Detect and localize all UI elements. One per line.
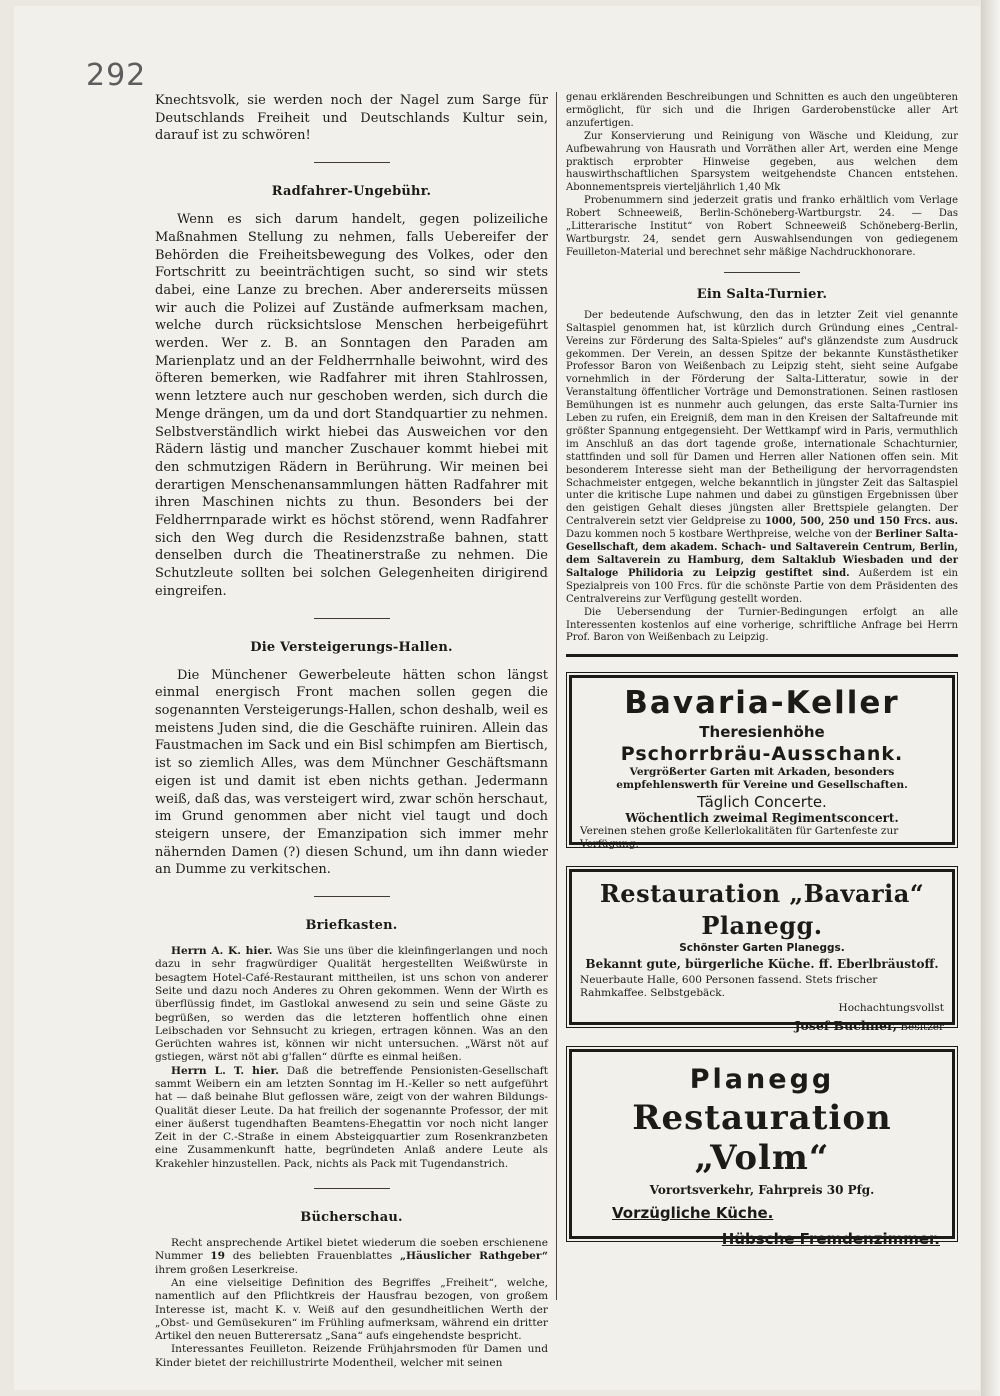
review-text: des beliebten Frauenblattes [232,1250,393,1263]
ad-kitchen: Bekannt gute, bürgerliche Küche. ff. Eberlbräustoff. [585,957,939,972]
ad-owner [580,1019,944,1034]
ad-brewery: Pschorrbräu-Ausschank. [620,743,904,766]
letter-addressee-2: Herrn L. T. hier. [171,1064,279,1077]
review-paragraph-3: Interessantes Feuilleton. Reizende Frühjahrsmoden für Damen und Kinder bietet der reichillustrirte Modentheil, welcher mit seinen [155,1343,548,1369]
intro-text: Knechtsvolk, sie werden noch der Nagel zum Sarge für Deutschlands Freiheit und Deutschlands Kultur sein, darauf ist zu schwören! [155,93,548,144]
salta-donors: Berliner Salta-Gesellschaft, dem akadem. Schach- und Saltaverein Centrum, Berlin, dem Saltaverein zu Hamburg, dem Saltaklub Wiesbaden und der Saltaloge Philidoria zu Leipzig gestiftet sind. [566,529,959,579]
salta-text: Außerdem ist ein Spezialpreis von 100 Frcs. für die schönste Partie von dem Präsidenten des Centralvereins zur Verfügung gestellt worden. [566,567,958,605]
ad-text: Neuerbaute Halle, 600 Personen fassend. Stets frischer Rahmkaffee. Selbstgebäck. [580,974,878,1000]
owner-name: Josef Buchner, [794,1018,897,1034]
letter-text-2: Daß die betreffende Pensionisten-Gesellschaft sammt Weibern ein am letzten Sonntag im H.-Keller so nett aufgeführt hat — daß beinahe Blut geflossen wäre, zeigt von der wahren Bildungs-Qualität dieser Leute. Da hat freilich der sogenannte Professor, der mit einer äußerst tugendhaften Beamtens-Ehegattin vor noch nicht langer Zeit in der C.-Straße in einem Absteigquartier zum Rosenkranzbeten eine Zusammenkunft hatte, begründeten Anlaß andere Leute als Krakehler hinzustellen. Pack, nichts als Pack mit Tugendanstrich. [155,1064,548,1170]
salta-paragraph-1 [566,310,958,607]
review-text: ihrem großen Leserkreise. [155,1263,299,1276]
ad-restauration-volm [569,1049,955,1249]
section-title-buecherschau: Bücherschau. [300,1210,403,1226]
ad-traffic: Vorortsverkehr, Fahrpreis 30 Pfg. [649,1183,875,1198]
ad-title: Restauration „Bavaria“ Planegg. [599,879,925,941]
ad-text: Vergrößerter Garten mit Arkaden, besonders empfehlenswerth für Vereine und Gesellschaften. [616,766,908,792]
ad-town: Planegg [689,1064,835,1096]
column-divider [556,92,557,1300]
thick-rule [566,654,958,657]
ad-bavaria-keller [569,675,955,851]
review-text: Recht ansprechende Artikel bietet wiederum die soeben erschienene Nummer [155,1237,548,1263]
letter-reply-2 [155,1065,548,1171]
letter-addressee-1: Herrn A. K. hier. [171,945,273,958]
separator [314,618,390,619]
article-title-radfahrer: Radfahrer-Ungebühr. [271,184,432,200]
review-continued-2: Zur Konservierung und Reinigung von Wäsche und Kleidung, zur Aufbewahrung von Hausrath und Vorräthen aller Art, werden eine Menge praktisch erprobter Hinweise gegeben, aus welchen dem hauswirthschaftlichen Sparsystem weitgehendste Chancen entstehen. Abonnementspreis vierteljährlich 1,40 Mk [566,130,958,194]
salta-text: Dazu kommen noch 5 kostbare Werthpreise, welche von der [566,529,872,541]
review-continued-1: genau erklärenden Beschreibungen und Schnitten es auch den ungeübteren ermöglicht, für sich und die Ihrigen Garderobenstücke aller Art anzufertigen. [566,92,958,129]
separator [724,272,800,273]
ad-title: Restauration „Volm“ [632,1098,892,1179]
separator [314,896,390,897]
review-continued-3: Probenummern sind jederzeit gratis und franko erhältlich vom Verlage Robert Schneeweiß, Berlin-Schöneberg-Wartburgstr. 24. — Das „Litterarische Institut“ von Robert Schneeweiß Schöneberg-Berlin, Wartburgstr. 24, sendet gern Auswahlsendungen von gediegenem Feuilleton-Material und berechnet sehr mäßige Nachdruckhonorare. [566,195,958,258]
right-column [566,92,959,1249]
ad-concerts: Täglich Concerte. [697,793,827,812]
ad-text: Vereinen stehen große Kellerlokalitäten für Gartenfeste zur Verfügung. [580,825,899,851]
ad-title: Bavaria-Keller [624,685,900,722]
letter-reply-1 [155,945,548,1065]
article-title-salta: Ein Salta-Turnier. [696,286,828,302]
article-text-radfahrer: Wenn es sich darum handelt, gegen polizeiliche Maßnahmen Stellung zu nehmen, falls Uebereifer der Behörden die Freiheitsbewegung des Volkes, oder den Fortschritt zu beeinträchtigen sucht, so sind wir stets dabei, eine Lanze zu brechen. Aber andererseits müssen wir auch die Polizei auf Zustände aufmerksam machen, welche durch rücksichtslose Menschen herbeigeführt werden. Wer z. B. an Sonntagen den Paraden am Marienplatz und an der Feldherrnhalle beiwohnt, wird des öfteren bemerken, wie Radfahrer mit ihren Stahlrossen, wenn letztere auch nur geschoben werden, sich durch die Menge drängen, um da und dort Standquartier zu nehmen. Selbstverständlich wirkt hiebei das Ausweichen vor den Rädern lästig und mancher Zuschauer kommt hiebei mit den schmutzigen Rädern in Berührung. Wir meinen bei derartigen Menschenansammlungen hätten Radfahrer mit ihren Maschinen nichts zu thun. Besonders bei der Feldherrnparade wirkt es höchst störend, wenn Radfahrer sich den Weg durch die Residenzstraße bahnen, statt denselben durch die Theatinerstraße zu nehmen. Die Schutzleute sollten bei solchen Gelegenheiten dirigirend eingreifen. [155,212,548,599]
ad-rooms: Hübsche Fremdenzimmer. [721,1230,940,1249]
letter-text-1: Was Sie uns über die kleinfingerlangen und noch dazu in sehr fragwürdiger Qualität hergestellten Weißwürste in besagtem Hotel-Café-Restaurant mittheilen, ist uns schon von anderer Seite und dazu noch Anderes zu Ohren gekommen. Wenn der Wirth es überflüssig findet, im Gastlokal anwesend zu sein und seine Gäste zu begrüßen, so werden das die letzteren hoffentlich ohne einen Leibschaden vor Sehnsucht zu kriegen, ertragen können. Was an den Gerüchten wahres ist, können wir nicht untersuchen. „Wärst nöt auf gstiegen, wärst nöt abi g'fallen“ dürfte es einmal heißen. [155,945,548,1064]
ad-restauration-bavaria [569,869,955,1034]
separator [314,1188,390,1189]
ad-subtitle: Theresienhöhe [699,723,825,742]
separator [314,162,390,163]
review-paragraph-2: An eine vielseitige Definition des Begriffes „Freiheit“, welche, namentlich auf den Pflichtkreis der Hausfrau bezogen, von großem Interesse ist, macht K. v. Weiß auf den gesundheitlichen Werth der „Obst- und Gemüsekuren“ im Frühling aufmerksam, während ein dritter Artikel den neuen Butterersatz „Sana“ aufs eingehendste bespricht. [155,1276,548,1343]
magazine-name: „Häuslicher Rathgeber“ [399,1250,548,1263]
page-number: 292 [86,58,147,93]
salta-paragraph-2: Die Uebersendung der Turnier-Bedingungen erfolgt an alle Interessenten kostenlos auf eine vorherige, schriftliche Anfrage bei Herrn Prof. Baron von Weißenbach zu Leipzig. [566,606,958,644]
article-text-versteigerung: Die Münchener Gewerbeleute hätten schon längst einmal energisch Front machen sollen gegen die sogenannten Versteigerungs-Hallen, schon deshalb, weil es meistens Juden sind, die die Geschäfte ruiniren. Allein das Faustmachen im Sack und ein Bisl schimpfen am Biertisch, ist so ziemlich Alles, was dem Münchner Geschäftsmann eigen ist und damit ist eben nichts gethan. Jedermann weiß, daß das, was versteigert wird, zwar schön herschaut, im Grund genommen aber nicht viel taugt und doch steigern unsere, der Emanzipation sich immer mehr nähernden Damen (?) diesen Schund, um ihn dann wieder an Dumme zu verkitschen. [155,667,548,878]
ad-regiment: Wöchentlich zweimal Regimentsconcert. [625,811,899,826]
salta-prizes: 1000, 500, 250 und 150 Frcs. aus. [764,516,958,528]
ad-greeting: Hochachtungsvollst [838,1002,944,1015]
issue-number: 19 [210,1250,225,1263]
review-paragraph-1 [155,1237,548,1277]
section-title-briefkasten: Briefkasten. [305,918,398,934]
left-column [155,92,548,1370]
salta-text: Der bedeutende Aufschwung, den das in letzter Zeit viel genannte Saltaspiel genommen hat, ist kürzlich durch Gründung eines „Central-Vereins zur Förderung des Salta-Spieles“ auf's glänzendste zum Ausdruck gekommen. Der Verein, an dessen Spitze der bekannte Kunstästhetiker Professor Baron von Weißenbach zu Leipzig steht, sieht seine Aufgabe vornehmlich in der Förderung der Salta-Litteratur, sowie in der Veranstaltung öffentlicher Vorträge und Demonstrationen. Seinen rastlosen Bemühungen ist es nunmehr auch gelungen, das erste Salta-Turnier ins Leben zu rufen, ein Ereigniß, dem man in den Kreisen der Saltafreunde mit größter Spannung entgegensieht. Der Wettkampf wird in Paris, vermuthlich im Anschluß an das dort tagende große, internationale Schachturnier, stattfinden und soll für Damen und Herren aller Nationen offen sein. Mit besonderem Interesse sieht man der Betheiligung der hervorragendsten Schachmeister entgegen, welche bekanntlich in jüngster Zeit das Saltaspiel unter die kritische Lupe nahmen und dabei zu günstigen Ergebnissen über den geistigen Gehalt dieses jüngsten aller Brettspiele gelangten. Der Centralverein setzt vier Geldpreise zu [566,309,958,528]
article-title-versteigerung: Die Versteigerungs-Hallen. [250,639,453,655]
ad-garden: Schönster Garten Planeggs. [679,942,845,955]
owner-title: Besitzer [900,1021,944,1034]
ad-kitchen: Vorzügliche Küche. [612,1204,774,1223]
page-edge [981,0,1000,1396]
